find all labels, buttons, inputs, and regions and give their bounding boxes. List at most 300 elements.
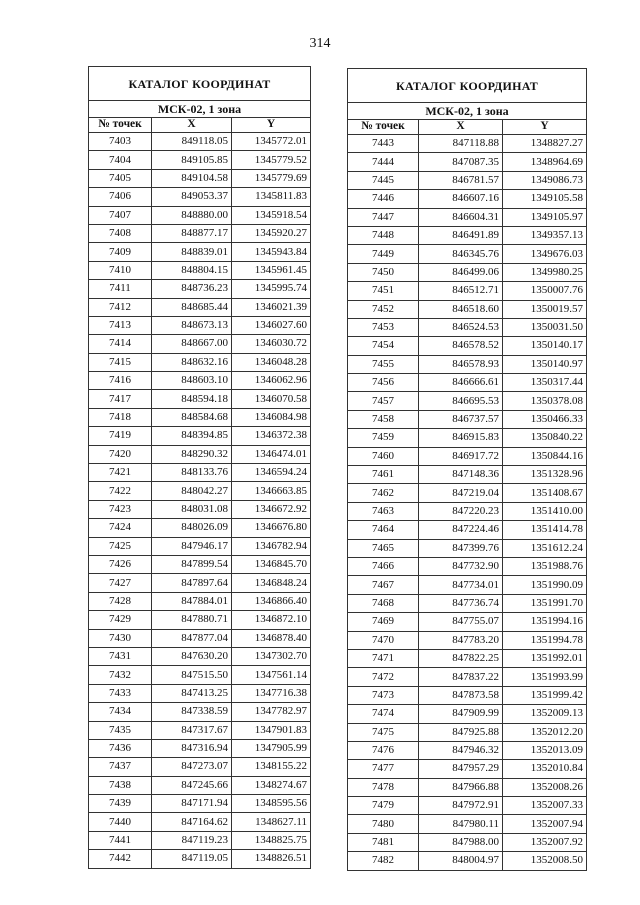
table-row	[348, 355, 587, 373]
point-number-cell: 7411	[89, 280, 152, 298]
x-coordinate-cell: 849053.37	[152, 188, 232, 206]
point-number-cell: 7478	[348, 778, 419, 796]
table-row	[89, 647, 311, 665]
table-row	[89, 519, 311, 537]
x-coordinate-cell: 847164.62	[152, 813, 232, 831]
column-header-point-number: № точек	[89, 118, 152, 133]
point-number-cell: 7463	[348, 502, 419, 520]
point-number-cell: 7410	[89, 261, 152, 279]
table-row	[89, 776, 311, 794]
x-coordinate-cell: 847630.20	[152, 647, 232, 665]
table-row	[348, 668, 587, 686]
coordinate-catalog-left	[88, 66, 311, 869]
table-row	[89, 721, 311, 739]
x-coordinate-cell: 847909.99	[419, 705, 503, 723]
point-number-cell: 7436	[89, 739, 152, 757]
table-row	[348, 815, 587, 833]
point-number-cell: 7476	[348, 741, 419, 759]
y-coordinate-cell: 1349980.25	[503, 263, 587, 281]
y-coordinate-cell: 1351988.76	[503, 557, 587, 575]
point-number-cell: 7464	[348, 521, 419, 539]
table-row	[348, 153, 587, 171]
y-coordinate-cell: 1345943.84	[232, 243, 311, 261]
table-row	[348, 282, 587, 300]
point-number-cell: 7468	[348, 594, 419, 612]
x-coordinate-cell: 848026.09	[152, 519, 232, 537]
point-number-cell: 7458	[348, 410, 419, 428]
point-number-cell: 7465	[348, 539, 419, 557]
table-row	[348, 318, 587, 336]
table-row	[89, 629, 311, 647]
y-coordinate-cell: 1346872.10	[232, 611, 311, 629]
x-coordinate-cell: 847884.01	[152, 592, 232, 610]
x-coordinate-cell: 847877.04	[152, 629, 232, 647]
table-row	[348, 797, 587, 815]
table-row	[89, 574, 311, 592]
y-coordinate-cell: 1350317.44	[503, 374, 587, 392]
table-row	[89, 592, 311, 610]
y-coordinate-cell: 1352008.26	[503, 778, 587, 796]
point-number-cell: 7432	[89, 666, 152, 684]
table-row	[89, 335, 311, 353]
point-number-cell: 7415	[89, 353, 152, 371]
point-number-cell: 7408	[89, 224, 152, 242]
point-number-cell: 7459	[348, 429, 419, 447]
coordinate-system-zone: МСК-02, 1 зона	[89, 101, 311, 118]
y-coordinate-cell: 1350844.16	[503, 447, 587, 465]
x-coordinate-cell: 847317.67	[152, 721, 232, 739]
column-header-x: X	[152, 118, 232, 133]
point-number-cell: 7439	[89, 795, 152, 813]
x-coordinate-cell: 847980.11	[419, 815, 503, 833]
y-coordinate-cell: 1350466.33	[503, 410, 587, 428]
table-row	[348, 190, 587, 208]
table-row	[348, 171, 587, 189]
y-coordinate-cell: 1350007.76	[503, 282, 587, 300]
x-coordinate-cell: 846345.76	[419, 245, 503, 263]
x-coordinate-cell: 847087.35	[419, 153, 503, 171]
point-number-cell: 7405	[89, 169, 152, 187]
table-row	[348, 300, 587, 318]
table-row	[348, 429, 587, 447]
y-coordinate-cell: 1348826.51	[232, 850, 311, 868]
table-row	[89, 703, 311, 721]
x-coordinate-cell: 847755.07	[419, 613, 503, 631]
table-row	[348, 833, 587, 851]
table-row	[89, 169, 311, 187]
point-number-cell: 7421	[89, 464, 152, 482]
point-number-cell: 7475	[348, 723, 419, 741]
table-row	[348, 539, 587, 557]
y-coordinate-cell: 1351414.78	[503, 521, 587, 539]
point-number-cell: 7437	[89, 758, 152, 776]
y-coordinate-cell: 1347302.70	[232, 647, 311, 665]
point-number-cell: 7409	[89, 243, 152, 261]
point-number-cell: 7446	[348, 190, 419, 208]
x-coordinate-cell: 848031.08	[152, 500, 232, 518]
x-coordinate-cell: 847220.23	[419, 502, 503, 520]
x-coordinate-cell: 846607.16	[419, 190, 503, 208]
y-coordinate-cell: 1345920.27	[232, 224, 311, 242]
table-row	[89, 151, 311, 169]
x-coordinate-cell: 847338.59	[152, 703, 232, 721]
y-coordinate-cell: 1345961.45	[232, 261, 311, 279]
x-coordinate-cell: 847783.20	[419, 631, 503, 649]
table-row	[348, 557, 587, 575]
y-coordinate-cell: 1352007.94	[503, 815, 587, 833]
y-coordinate-cell: 1349086.73	[503, 171, 587, 189]
point-number-cell: 7424	[89, 519, 152, 537]
x-coordinate-cell: 848736.23	[152, 280, 232, 298]
table-row	[89, 555, 311, 573]
table-row	[89, 224, 311, 242]
y-coordinate-cell: 1346048.28	[232, 353, 311, 371]
point-number-cell: 7456	[348, 374, 419, 392]
x-coordinate-cell: 848594.18	[152, 390, 232, 408]
x-coordinate-cell: 849104.58	[152, 169, 232, 187]
x-coordinate-cell: 847732.90	[419, 557, 503, 575]
x-coordinate-cell: 847946.17	[152, 537, 232, 555]
point-number-cell: 7442	[89, 850, 152, 868]
point-number-cell: 7434	[89, 703, 152, 721]
point-number-cell: 7469	[348, 613, 419, 631]
y-coordinate-cell: 1351993.99	[503, 668, 587, 686]
x-coordinate-cell: 847119.23	[152, 831, 232, 849]
y-coordinate-cell: 1352007.92	[503, 833, 587, 851]
x-coordinate-cell: 847966.88	[419, 778, 503, 796]
point-number-cell: 7480	[348, 815, 419, 833]
table-row	[89, 445, 311, 463]
point-number-cell: 7451	[348, 282, 419, 300]
y-coordinate-cell: 1349357.13	[503, 226, 587, 244]
x-coordinate-cell: 848042.27	[152, 482, 232, 500]
x-coordinate-cell: 847988.00	[419, 833, 503, 851]
point-number-cell: 7419	[89, 427, 152, 445]
y-coordinate-cell: 1348627.11	[232, 813, 311, 831]
x-coordinate-cell: 848133.76	[152, 464, 232, 482]
point-number-cell: 7416	[89, 372, 152, 390]
y-coordinate-cell: 1350031.50	[503, 318, 587, 336]
catalog-title: КАТАЛОГ КООРДИНАТ	[348, 69, 587, 103]
x-coordinate-cell: 847118.88	[419, 135, 503, 153]
y-coordinate-cell: 1351410.00	[503, 502, 587, 520]
table-row	[348, 484, 587, 502]
x-coordinate-cell: 847837.22	[419, 668, 503, 686]
y-coordinate-cell: 1346372.38	[232, 427, 311, 445]
point-number-cell: 7473	[348, 686, 419, 704]
table-row	[89, 758, 311, 776]
coordinate-catalog-right	[347, 68, 587, 871]
point-number-cell: 7443	[348, 135, 419, 153]
y-coordinate-cell: 1351994.78	[503, 631, 587, 649]
point-number-cell: 7407	[89, 206, 152, 224]
table-row	[89, 353, 311, 371]
x-coordinate-cell: 846695.53	[419, 392, 503, 410]
x-coordinate-cell: 848880.00	[152, 206, 232, 224]
point-number-cell: 7438	[89, 776, 152, 794]
y-coordinate-cell: 1352010.84	[503, 760, 587, 778]
x-coordinate-cell: 847822.25	[419, 649, 503, 667]
point-number-cell: 7482	[348, 852, 419, 870]
x-coordinate-cell: 846604.31	[419, 208, 503, 226]
y-coordinate-cell: 1348155.22	[232, 758, 311, 776]
point-number-cell: 7470	[348, 631, 419, 649]
point-number-cell: 7457	[348, 392, 419, 410]
point-number-cell: 7429	[89, 611, 152, 629]
y-coordinate-cell: 1348825.75	[232, 831, 311, 849]
x-coordinate-cell: 846491.89	[419, 226, 503, 244]
x-coordinate-cell: 846781.57	[419, 171, 503, 189]
y-coordinate-cell: 1346030.72	[232, 335, 311, 353]
y-coordinate-cell: 1349676.03	[503, 245, 587, 263]
point-number-cell: 7433	[89, 684, 152, 702]
x-coordinate-cell: 847273.07	[152, 758, 232, 776]
x-coordinate-cell: 848632.16	[152, 353, 232, 371]
table-row	[89, 795, 311, 813]
table-row	[348, 778, 587, 796]
column-header-y: Y	[232, 118, 311, 133]
x-coordinate-cell: 848584.68	[152, 408, 232, 426]
x-coordinate-cell: 846915.83	[419, 429, 503, 447]
y-coordinate-cell: 1351408.67	[503, 484, 587, 502]
y-coordinate-cell: 1346672.92	[232, 500, 311, 518]
table-row	[348, 649, 587, 667]
point-number-cell: 7430	[89, 629, 152, 647]
table-row	[348, 741, 587, 759]
y-coordinate-cell: 1345779.69	[232, 169, 311, 187]
y-coordinate-cell: 1345995.74	[232, 280, 311, 298]
point-number-cell: 7477	[348, 760, 419, 778]
point-number-cell: 7462	[348, 484, 419, 502]
point-number-cell: 7428	[89, 592, 152, 610]
y-coordinate-cell: 1347782.97	[232, 703, 311, 721]
point-number-cell: 7447	[348, 208, 419, 226]
point-number-cell: 7426	[89, 555, 152, 573]
page-number: 314	[309, 36, 331, 51]
y-coordinate-cell: 1346021.39	[232, 298, 311, 316]
y-coordinate-cell: 1346782.94	[232, 537, 311, 555]
x-coordinate-cell: 847899.54	[152, 555, 232, 573]
y-coordinate-cell: 1352013.09	[503, 741, 587, 759]
point-number-cell: 7455	[348, 355, 419, 373]
point-number-cell: 7412	[89, 298, 152, 316]
y-coordinate-cell: 1348827.27	[503, 135, 587, 153]
column-header-x: X	[419, 120, 503, 135]
y-coordinate-cell: 1350140.17	[503, 337, 587, 355]
y-coordinate-cell: 1346676.80	[232, 519, 311, 537]
point-number-cell: 7460	[348, 447, 419, 465]
table-row	[89, 831, 311, 849]
y-coordinate-cell: 1348964.69	[503, 153, 587, 171]
point-number-cell: 7427	[89, 574, 152, 592]
x-coordinate-cell: 848290.32	[152, 445, 232, 463]
table-row	[89, 850, 311, 868]
point-number-cell: 7448	[348, 226, 419, 244]
point-number-cell: 7403	[89, 133, 152, 151]
x-coordinate-cell: 847413.25	[152, 684, 232, 702]
y-coordinate-cell: 1351612.24	[503, 539, 587, 557]
table-row	[348, 337, 587, 355]
table-row	[89, 316, 311, 334]
y-coordinate-cell: 1352009.13	[503, 705, 587, 723]
x-coordinate-cell: 848877.17	[152, 224, 232, 242]
y-coordinate-cell: 1351328.96	[503, 466, 587, 484]
table-row	[89, 243, 311, 261]
table-row	[89, 188, 311, 206]
x-coordinate-cell: 848603.10	[152, 372, 232, 390]
y-coordinate-cell: 1346663.85	[232, 482, 311, 500]
table-row	[89, 684, 311, 702]
x-coordinate-cell: 847734.01	[419, 576, 503, 594]
y-coordinate-cell: 1351990.09	[503, 576, 587, 594]
point-number-cell: 7479	[348, 797, 419, 815]
point-number-cell: 7444	[348, 153, 419, 171]
point-number-cell: 7453	[348, 318, 419, 336]
point-number-cell: 7440	[89, 813, 152, 831]
x-coordinate-cell: 847880.71	[152, 611, 232, 629]
y-coordinate-cell: 1346594.24	[232, 464, 311, 482]
x-coordinate-cell: 848004.97	[419, 852, 503, 870]
y-coordinate-cell: 1346062.96	[232, 372, 311, 390]
x-coordinate-cell: 847219.04	[419, 484, 503, 502]
point-number-cell: 7418	[89, 408, 152, 426]
table-row	[89, 464, 311, 482]
point-number-cell: 7406	[89, 188, 152, 206]
y-coordinate-cell: 1346474.01	[232, 445, 311, 463]
y-coordinate-cell: 1350019.57	[503, 300, 587, 318]
x-coordinate-cell: 847171.94	[152, 795, 232, 813]
table-row	[348, 466, 587, 484]
x-coordinate-cell: 847515.50	[152, 666, 232, 684]
table-row	[348, 852, 587, 870]
table-row	[348, 245, 587, 263]
table-row	[348, 410, 587, 428]
point-number-cell: 7454	[348, 337, 419, 355]
x-coordinate-cell: 846524.53	[419, 318, 503, 336]
table-row	[348, 502, 587, 520]
y-coordinate-cell: 1345811.83	[232, 188, 311, 206]
x-coordinate-cell: 848804.15	[152, 261, 232, 279]
y-coordinate-cell: 1345772.01	[232, 133, 311, 151]
x-coordinate-cell: 847148.36	[419, 466, 503, 484]
x-coordinate-cell: 847736.74	[419, 594, 503, 612]
x-coordinate-cell: 848394.85	[152, 427, 232, 445]
y-coordinate-cell: 1348595.56	[232, 795, 311, 813]
y-coordinate-cell: 1352008.50	[503, 852, 587, 870]
y-coordinate-cell: 1349105.97	[503, 208, 587, 226]
x-coordinate-cell: 847897.64	[152, 574, 232, 592]
x-coordinate-cell: 847224.46	[419, 521, 503, 539]
table-row	[348, 208, 587, 226]
x-coordinate-cell: 848685.44	[152, 298, 232, 316]
table-row	[348, 374, 587, 392]
point-number-cell: 7431	[89, 647, 152, 665]
x-coordinate-cell: 849118.05	[152, 133, 232, 151]
x-coordinate-cell: 846917.72	[419, 447, 503, 465]
y-coordinate-cell: 1350378.08	[503, 392, 587, 410]
y-coordinate-cell: 1351992.01	[503, 649, 587, 667]
table-row	[348, 447, 587, 465]
point-number-cell: 7445	[348, 171, 419, 189]
x-coordinate-cell: 847946.32	[419, 741, 503, 759]
table-row	[89, 813, 311, 831]
x-coordinate-cell: 846512.71	[419, 282, 503, 300]
y-coordinate-cell: 1346866.40	[232, 592, 311, 610]
y-coordinate-cell: 1349105.58	[503, 190, 587, 208]
y-coordinate-cell: 1351994.16	[503, 613, 587, 631]
y-coordinate-cell: 1347561.14	[232, 666, 311, 684]
y-coordinate-cell: 1350140.97	[503, 355, 587, 373]
point-number-cell: 7481	[348, 833, 419, 851]
x-coordinate-cell: 846518.60	[419, 300, 503, 318]
column-header-point-number: № точек	[348, 120, 419, 135]
y-coordinate-cell: 1347901.83	[232, 721, 311, 739]
table-row	[348, 613, 587, 631]
x-coordinate-cell: 847972.91	[419, 797, 503, 815]
y-coordinate-cell: 1346027.60	[232, 316, 311, 334]
x-coordinate-cell: 847399.76	[419, 539, 503, 557]
x-coordinate-cell: 846499.06	[419, 263, 503, 281]
x-coordinate-cell: 846578.93	[419, 355, 503, 373]
y-coordinate-cell: 1346070.58	[232, 390, 311, 408]
point-number-cell: 7404	[89, 151, 152, 169]
y-coordinate-cell: 1346848.24	[232, 574, 311, 592]
table-row	[89, 408, 311, 426]
x-coordinate-cell: 848673.13	[152, 316, 232, 334]
y-coordinate-cell: 1347905.99	[232, 739, 311, 757]
table-row	[89, 666, 311, 684]
point-number-cell: 7435	[89, 721, 152, 739]
table-row	[348, 594, 587, 612]
point-number-cell: 7449	[348, 245, 419, 263]
x-coordinate-cell: 847119.05	[152, 850, 232, 868]
x-coordinate-cell: 847245.66	[152, 776, 232, 794]
table-row	[89, 298, 311, 316]
point-number-cell: 7417	[89, 390, 152, 408]
point-number-cell: 7422	[89, 482, 152, 500]
table-row	[89, 427, 311, 445]
y-coordinate-cell: 1347716.38	[232, 684, 311, 702]
y-coordinate-cell: 1346084.98	[232, 408, 311, 426]
table-row	[348, 576, 587, 594]
table-row	[348, 705, 587, 723]
table-row	[89, 372, 311, 390]
y-coordinate-cell: 1345918.54	[232, 206, 311, 224]
point-number-cell: 7467	[348, 576, 419, 594]
table-row	[348, 521, 587, 539]
point-number-cell: 7452	[348, 300, 419, 318]
y-coordinate-cell: 1351991.70	[503, 594, 587, 612]
y-coordinate-cell: 1352012.20	[503, 723, 587, 741]
y-coordinate-cell: 1346845.70	[232, 555, 311, 573]
table-row	[348, 686, 587, 704]
table-row	[348, 760, 587, 778]
point-number-cell: 7461	[348, 466, 419, 484]
point-number-cell: 7425	[89, 537, 152, 555]
table-row	[89, 739, 311, 757]
point-number-cell: 7441	[89, 831, 152, 849]
table-row	[348, 135, 587, 153]
table-row	[89, 133, 311, 151]
point-number-cell: 7472	[348, 668, 419, 686]
table-row	[348, 392, 587, 410]
point-number-cell: 7466	[348, 557, 419, 575]
catalog-title: КАТАЛОГ КООРДИНАТ	[89, 67, 311, 101]
y-coordinate-cell: 1346878.40	[232, 629, 311, 647]
table-row	[89, 500, 311, 518]
x-coordinate-cell: 848667.00	[152, 335, 232, 353]
table-row	[89, 537, 311, 555]
